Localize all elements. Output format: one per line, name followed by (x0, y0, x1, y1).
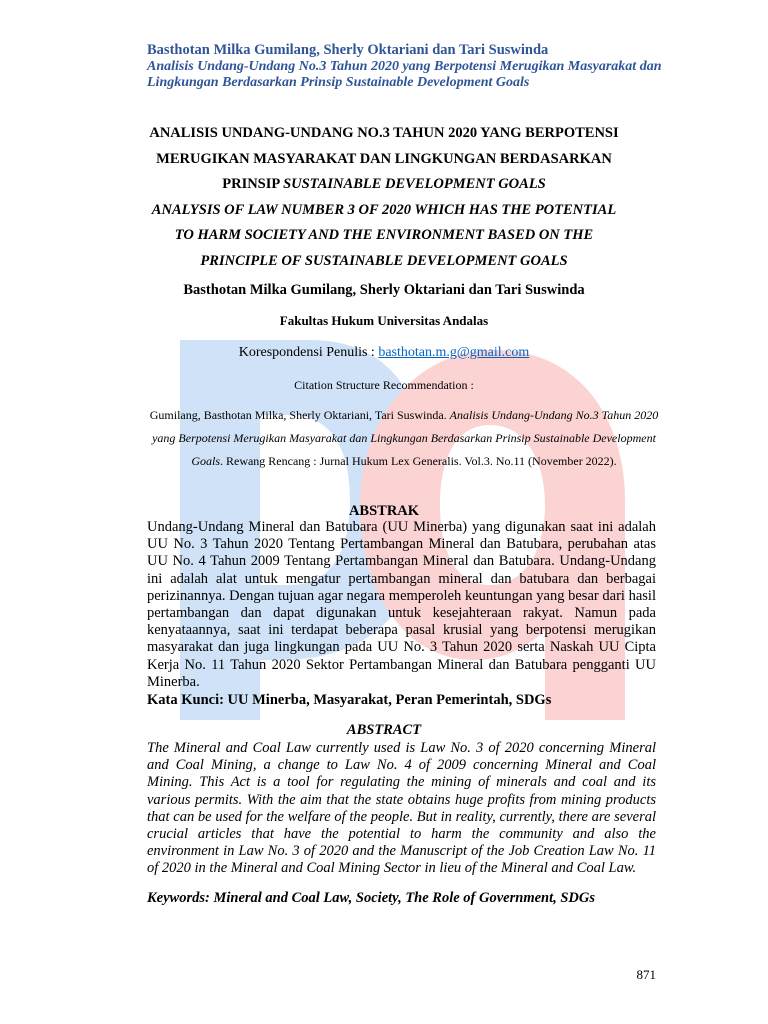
kata-kunci: Kata Kunci: UU Minerba, Masyarakat, Peran Pemerintah, SDGs (147, 692, 552, 708)
running-head (147, 42, 667, 91)
page-number: 871 (636, 967, 656, 982)
keywords: Keywords: Mineral and Coal Law, Society, The Role of Government, SDGs (147, 890, 596, 906)
title-id-line-3-prefix: PRINSIP (222, 176, 284, 192)
affiliation: Fakultas Hukum Universitas Andalas (279, 313, 489, 328)
abstract-heading: ABSTRACT (346, 722, 422, 738)
correspondence (100, 345, 668, 361)
citation-title: Analisis Undang-Undang No.3 Tahun 2020 yang Berpotensi Merugikan Masyarakat dan Lingkungan Berdasarkan Prinsip Sustainable Development Goals (152, 408, 659, 468)
citation-source: . Rewang Rencang : Jurnal Hukum Lex Generalis. Vol.3. No.11 (November 2022). (219, 454, 617, 468)
title-id-line-2: MERUGIKAN MASYARAKAT DAN LINGKUNGAN BERDASARKAN (156, 150, 612, 167)
author-list: Basthotan Milka Gumilang, Sherly Oktariani dan Tari Suswinda (183, 282, 585, 298)
abstrak-heading: ABSTRAK (348, 503, 420, 519)
title-id-line-3-italic: SUSTAINABLE DEVELOPMENT GOALS (283, 176, 546, 192)
title-english (100, 198, 668, 275)
citation-authors: Gumilang, Basthotan Milka, Sherly Oktariani, Tari Suswinda. (149, 408, 450, 422)
title-en-line-2: TO HARM SOCIETY AND THE ENVIRONMENT BASED ON THE (174, 227, 594, 243)
citation-heading: Citation Structure Recommendation : (294, 378, 474, 392)
article-title (100, 121, 668, 304)
title-en-line-3: PRINCIPLE OF SUSTAINABLE DEVELOPMENT GOALS (200, 252, 568, 269)
abstract-body: The Mineral and Coal Law currently used is Law No. 3 of 2020 concerning Mineral and Coal Mining, a change to Law No. 4 of 2009 concerning Mineral and Coal Mining. This Act is a tool for regulating the mining of minerals and coal and its various permits. With the aim that the state obtains huge profits from mining products that can be used for the welfare of the people. But in reality, currently, there are several crucial articles that have the potential to harm the community and also the environment in Law No. 3 of 2020 and the Manuscript of the Job Creation Law No. 11 of 2020 in the Mineral and Coal Mining Sector in lieu of the Mineral and Coal Law. (147, 740, 656, 877)
title-id-line-1: ANALISIS UNDANG-UNDANG NO.3 TAHUN 2020 YANG BERPOTENSI (149, 125, 619, 141)
abstrak-body: Undang-Undang Mineral dan Batubara (UU Minerba) yang digunakan saat ini adalah UU No. 3 Tahun 2020 Tentang Pertambangan Mineral dan Batubara, perubahan atas UU No. 4 Tahun 2009 Tentang Pertambangan Mineral dan Batubara. Undang-Undang ini adalah alat untuk mengatur pertambangan mineral dan batubara dan berbagai perizinannya. Dengan tujuan agar negara memperoleh keuntungan yang besar dari hasil pertambangan dan dapat digunakan untuk kesejahteraan rakyat. Namun pada kenyataannya, saat ini terdapat beberapa pasal krusial yang berpotensi merugikan masyarakat dan juga lingkungan pada UU No. 3 Tahun 2020 serta Naskah UU Cipta Kerja No. 11 Tahun 2020 Sektor Pertambangan Mineral dan Batubara pengganti UU Minerba. (147, 519, 656, 690)
citation-text (148, 404, 660, 473)
correspondence-label: Korespondensi Penulis : (238, 345, 379, 360)
running-head-title: Analisis Undang-Undang No.3 Tahun 2020 yang Berpotensi Merugikan Masyarakat dan Lingkungan Berdasarkan Prinsip Sustainable Development Goals (147, 59, 662, 90)
title-indonesian (100, 121, 668, 198)
title-en-line-1: ANALYSIS OF LAW NUMBER 3 OF 2020 WHICH HAS THE POTENTIAL (151, 201, 617, 218)
running-head-authors: Basthotan Milka Gumilang, Sherly Oktariani dan Tari Suswinda (147, 42, 549, 58)
correspondence-email-link[interactable]: basthotan.m.g@gmail.com (378, 345, 530, 360)
